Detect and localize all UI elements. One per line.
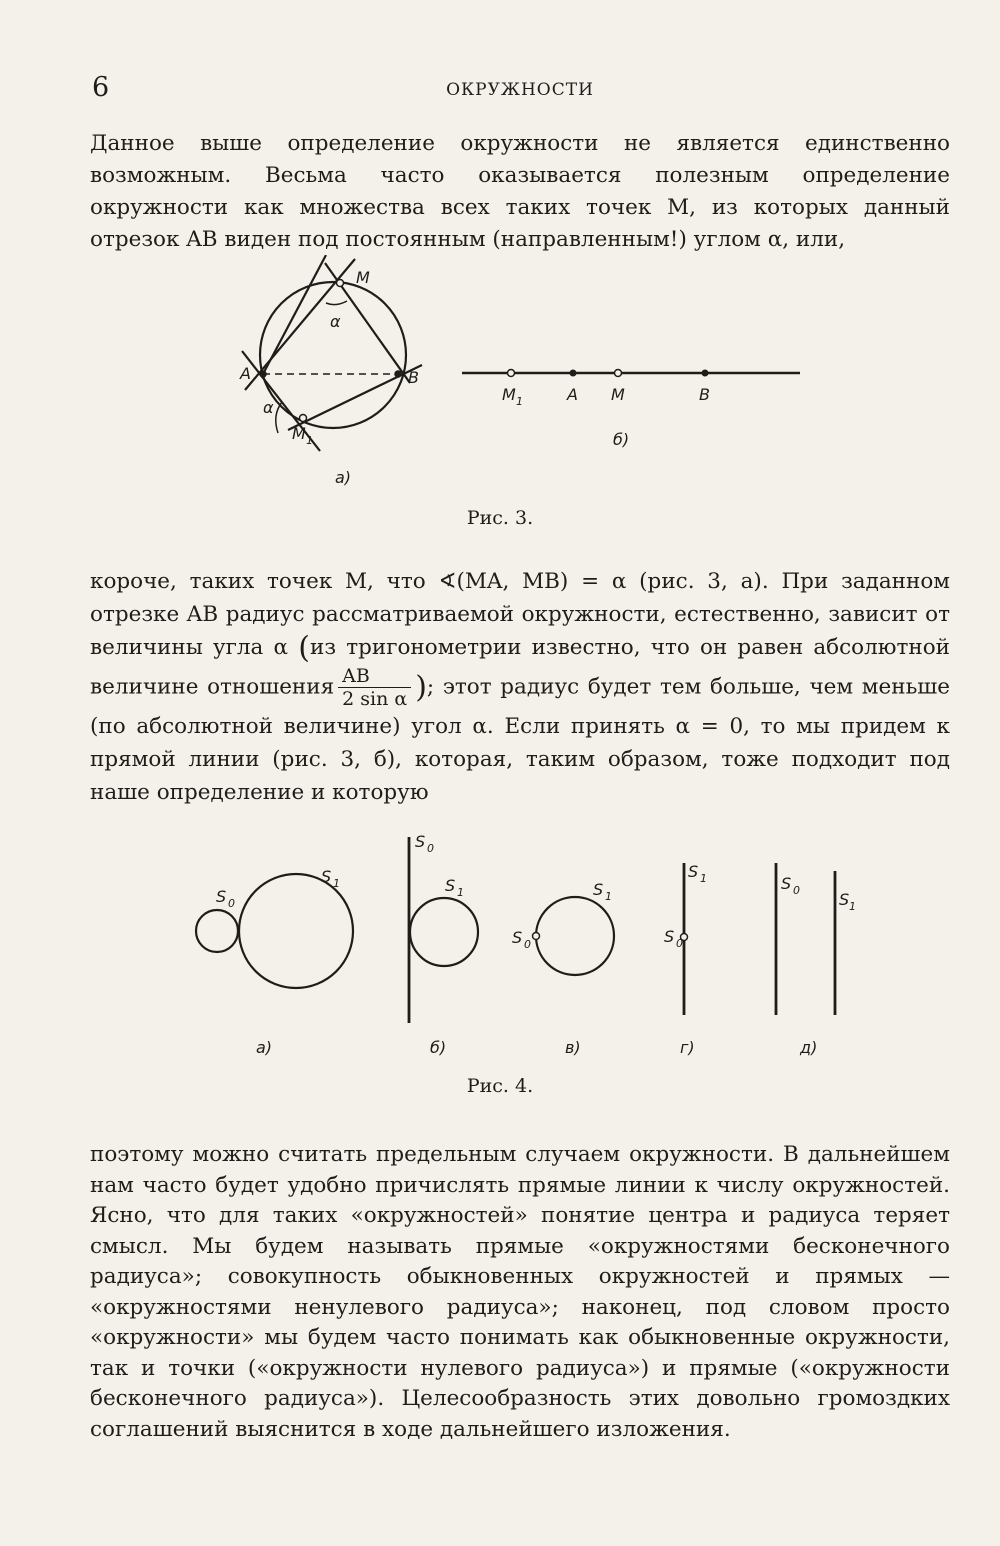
panel-a-circle-s0	[196, 910, 238, 952]
panel-e-label-s1-sub: 1	[849, 900, 856, 913]
figure-3a	[242, 255, 422, 451]
panel-a-label-s0-sub: 0	[228, 897, 235, 910]
panel-b-circle-s1	[410, 898, 478, 966]
figure-3b-sublabel: б)	[613, 430, 630, 449]
panel-a-label-s1-sub: 1	[333, 877, 340, 890]
panel-c-circle-s1	[536, 897, 614, 975]
page-header	[92, 72, 948, 106]
panel-b-label-s0-sub: 0	[427, 842, 434, 855]
figure-4-caption: Рис. 4.	[466, 1075, 534, 1097]
panel-c-label-s0: S	[512, 928, 523, 947]
panel-a-label-s1: S	[321, 867, 332, 886]
panel-e-label-s0-sub: 0	[793, 884, 800, 897]
fraction-denominator: 2 sin α	[342, 687, 408, 710]
point-m1-marker	[300, 415, 307, 422]
paragraph-1: Данное выше определение окружности не является единственно возможным. Весьма часто оказывается полезным определение окружности как множества всех таких точек M, из которых данный отрезок AB виден под постоянным (направленным!) углом α, или,	[90, 131, 950, 252]
open-paren: (	[298, 630, 310, 666]
label-m1: M	[292, 424, 306, 443]
label-m1-sub: 1	[516, 395, 523, 408]
figure-3b	[462, 370, 800, 377]
panel-c-sublabel: в)	[565, 1038, 581, 1057]
line-m1b	[288, 365, 422, 430]
point-m1-marker	[508, 370, 515, 377]
label-a: A	[567, 385, 578, 404]
label-b: B	[699, 385, 710, 404]
panel-c-label-s0-sub: 0	[524, 938, 531, 951]
panel-b-label-s1-sub: 1	[457, 886, 464, 899]
point-m-marker	[615, 370, 622, 377]
figure-3-caption: Рис. 3.	[466, 507, 534, 529]
label-m1: M	[502, 385, 516, 404]
panel-b-sublabel: б)	[430, 1038, 447, 1057]
paragraph-2-part-3: ; этот радиус будет тем больше, чем меньше (по абсолютной величине) угол α. Если принять α = 0, то мы придем к прямой линии (рис. 3, б), которая, таким образом, тоже подходит под наше определение и которую	[90, 674, 950, 805]
panel-e-label-s0: S	[781, 874, 792, 893]
running-title: ОКРУЖНОСТИ	[446, 80, 594, 100]
panel-e-sublabel: д)	[800, 1038, 818, 1057]
label-alpha-bottom: α	[263, 398, 274, 417]
label-a: A	[240, 364, 251, 383]
panel-a-circle-s1	[239, 874, 353, 988]
panel-b-label-s1: S	[445, 876, 456, 895]
panel-a-label-s0: S	[216, 887, 227, 906]
panel-c-point-s0	[533, 933, 540, 940]
panel-d-label-s1: S	[688, 862, 699, 881]
panel-c-label-s1: S	[593, 880, 604, 899]
panel-a-sublabel: а)	[256, 1038, 273, 1057]
close-paren: )	[415, 669, 427, 705]
point-b-marker	[702, 370, 708, 376]
paragraph-2-part-2: из тригонометрии известно, что он равен абсолютной величине отношения	[90, 635, 950, 699]
panel-d-label-s1-sub: 1	[700, 872, 707, 885]
panel-d-label-s0-sub: 0	[676, 937, 683, 950]
label-b: B	[408, 368, 419, 387]
figure-4	[180, 825, 860, 1065]
panel-d-label-s0: S	[664, 927, 675, 946]
angle-arc-top	[326, 301, 347, 305]
fraction-numerator: AB	[338, 665, 411, 688]
paragraph-2	[90, 565, 950, 809]
point-a-marker	[570, 370, 576, 376]
fraction-ab-over-2sin	[338, 665, 411, 710]
point-m-marker	[337, 280, 344, 287]
label-alpha-top: α	[330, 312, 341, 331]
point-a-marker	[260, 371, 266, 377]
page-number: 6	[92, 72, 110, 103]
panel-d-sublabel: г)	[680, 1038, 695, 1057]
panel-b-label-s0: S	[415, 832, 426, 851]
figure-3a-sublabel: а)	[335, 468, 352, 487]
label-m: M	[611, 385, 625, 404]
label-m1-sub: 1	[306, 434, 313, 447]
figure-3	[230, 255, 810, 495]
point-b-marker	[395, 371, 401, 377]
panel-c-label-s1-sub: 1	[605, 890, 612, 903]
label-m: M	[356, 268, 370, 287]
paragraph-3: поэтому можно считать предельным случаем окружности. В дальнейшем нам часто будет удобно причислять прямые линии к числу окружностей. Ясно, что для таких «окружностей» понятие центра и радиуса теряет смысл. Мы будем называть прямые «окружностями бесконечного радиуса»; совокупность обыкновенных окружностей и прямых — «окружностями ненулевого радиуса»; наконец, под словом просто «окружности» мы будем часто понимать как обыкновенные окружности, так и точки («окружности нулевого радиуса») и прямые («окружности бесконечного радиуса»). Целесообразность этих довольно громоздких соглашений выяснится в ходе дальнейшего изложения.	[90, 1142, 950, 1442]
panel-e-label-s1: S	[839, 890, 850, 909]
paragraph-2-part-1: короче, таких точек M, что ∢(MA, MB) = α (рис. 3, а). При заданном отрезке AB радиус рассматриваемой окружности, естественно, зависит от величины угла α	[90, 569, 950, 660]
